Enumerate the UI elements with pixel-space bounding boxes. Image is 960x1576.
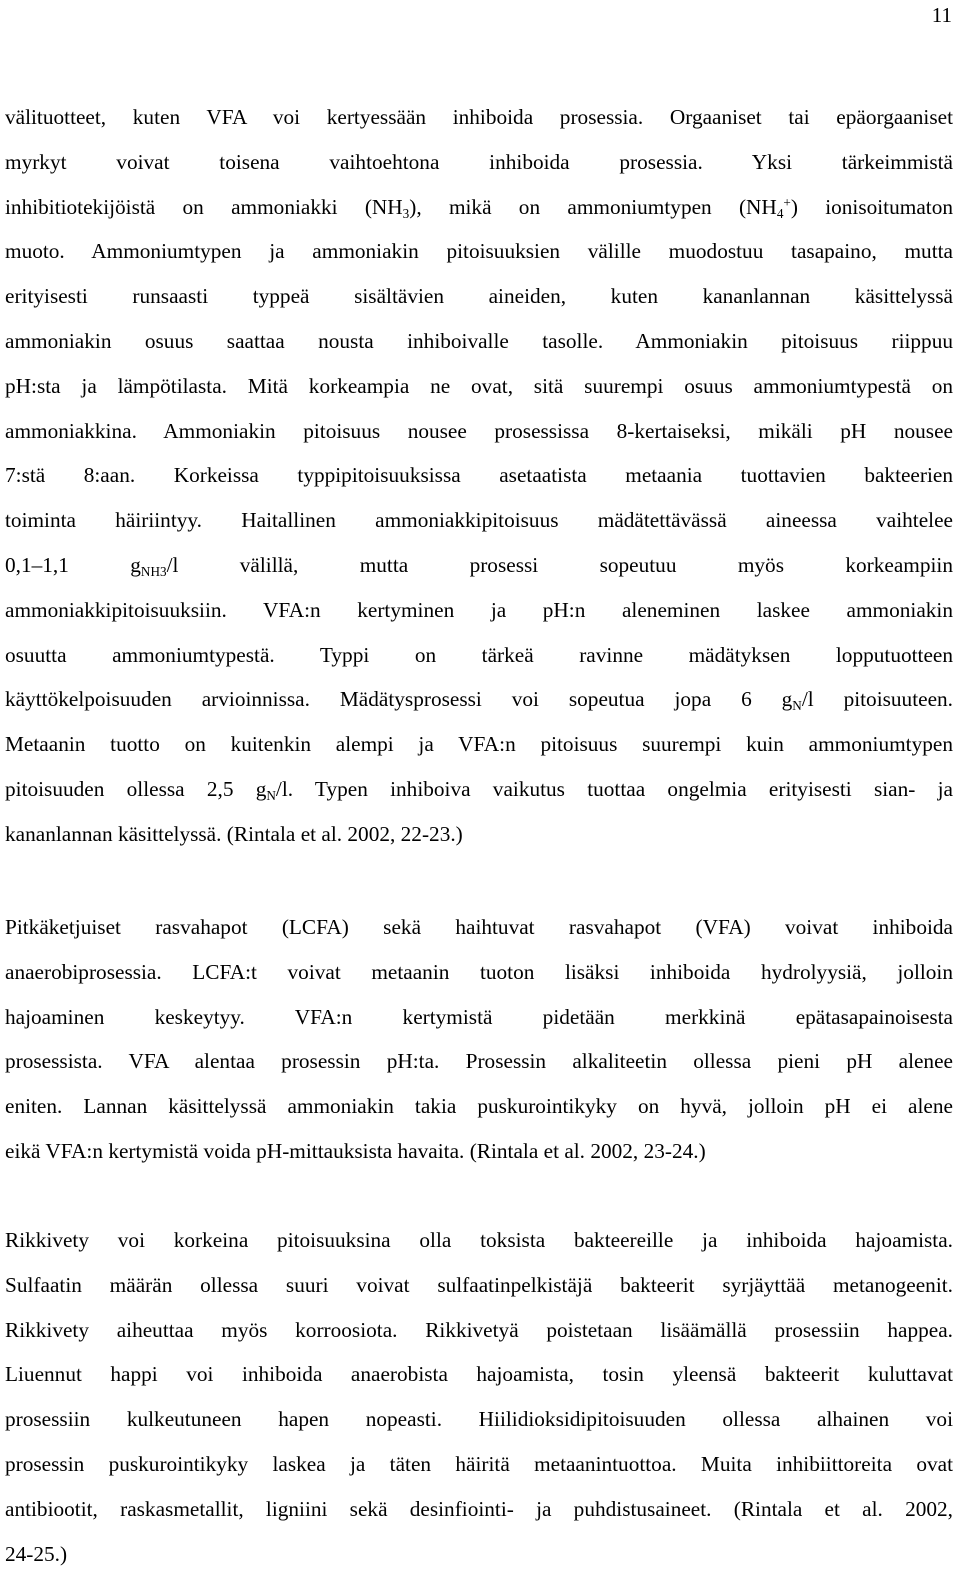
text-line: osuutta ammoniumtypestä. Typpi on tärkeä ravinne mädätyksen lopputuotteen [5, 642, 953, 667]
paragraph-fatty-acids [5, 905, 953, 1174]
text-line: Rikkivety aiheuttaa myös korroosiota. Rikkivetyä poistetaan lisäämällä prosessiin happea. [5, 1317, 953, 1342]
text-line: muoto. Ammoniumtypen ja ammoniakin pitoisuuksien välille muodostuu tasapaino, mutta [5, 239, 953, 264]
text-line: eniten. Lannan käsittelyssä ammoniakin takia puskurointikyky on hyvä, jolloin pH ei alene [5, 1094, 953, 1119]
text-line: ammoniakin osuus saattaa nousta inhiboivalle tasolle. Ammoniakin pitoisuus riippuu [5, 328, 953, 353]
text-line: 0,1–1,1 $g_{NH3}/l$ välillä, mutta prosessi sopeutuu myös korkeampiin [5, 552, 953, 579]
text-line: 7:stä 8:aan. Korkeissa typpipitoisuuksissa asetaatista metaania tuottavien bakteerien [5, 463, 953, 488]
text-line: anaerobiprosessia. LCFA:t voivat metaanin tuoton lisäksi inhiboida hydrolyysiä, jolloin [5, 959, 953, 984]
text-line: eikä VFA:n kertymistä voida pH-mittauksista havaita. (Rintala et al. 2002, 23-24.) [5, 1138, 706, 1163]
text-line: Metaanin tuotto on kuitenkin alempi ja VFA:n pitoisuus suurempi kuin ammoniumtypen [5, 732, 953, 757]
text-line: toiminta häiriintyy. Haitallinen ammoniakkipitoisuus mädätettävässä aineessa vaihtelee [5, 508, 953, 533]
paragraph-hydrogen-sulfide [5, 1218, 953, 1576]
text-line: ammoniakkipitoisuuksiin. VFA:n kertyminen ja pH:n aleneminen laskee ammoniakin [5, 597, 953, 622]
text-line: 24-25.) [5, 1541, 68, 1566]
text-line: välituotteet, kuten VFA voi kertyessään inhiboida prosessia. Orgaaniset tai epäorgaaniset [5, 105, 953, 129]
text-line: Pitkäketjuiset rasvahapot (LCFA) sekä haihtuvat rasvahapot (VFA) voivat inhiboida [5, 915, 953, 939]
text-line: myrkyt voivat toisena vaihtoehtona inhiboida prosessia. Yksi tärkeimmistä [5, 149, 953, 174]
text-line: Sulfaatin määrän ollessa suuri voivat sulfaatinpelkistäjä bakteerit syrjäyttää metanogeenit. [5, 1272, 953, 1297]
text-line: Rikkivety voi korkeina pitoisuuksina olla toksista bakteereille ja inhiboida hajoamista. [5, 1228, 953, 1252]
page-number: 11 [931, 3, 952, 27]
text-line: pitoisuuden ollessa 2,5 $g_N/l$. Typen inhiboiva vaikutus tuottaa ongelmia erityisesti sian- ja [5, 776, 953, 803]
text-line: prosessiin kulkeutuneen hapen nopeasti. Hiilidioksidipitoisuuden ollessa alhainen voi [5, 1407, 953, 1432]
text-line: käyttökelpoisuuden arvioinnissa. Mädätysprosessi voi sopeutua jopa 6 $g_N/l$ pitoisuuteen. [5, 687, 954, 714]
text-line: inhibitiotekijöistä on ammoniakki $(NH_3)$, mikä on ammoniumtypen $(NH_4^+)$ ionisoitumaton [5, 194, 953, 221]
text-line: kananlannan käsittelyssä. (Rintala et al. 2002, 22-23.) [5, 821, 463, 846]
text-line: antibiootit, raskasmetallit, ligniini sekä desinfiointi- ja puhdistusaineet. (Rintala et al. 2002, [5, 1496, 953, 1521]
text-line: prosessin puskurointikyky laskea ja täten häiritä metaanintuottoa. Muita inhibiittoreita ovat [5, 1451, 953, 1476]
text-line: hajoaminen keskeytyy. VFA:n kertymistä pidetään merkkinä epätasapainoisesta [5, 1004, 953, 1029]
text-line: prosessista. VFA alentaa prosessin pH:ta. Prosessin alkaliteetin ollessa pieni pH alenee [5, 1049, 953, 1074]
paragraph-ammonia-inhibition [5, 95, 953, 857]
text-line: pH:sta ja lämpötilasta. Mitä korkeampia ne ovat, sitä suurempi osuus ammoniumtypestä on [5, 373, 953, 398]
text-line: ammoniakkina. Ammoniakin pitoisuus nousee prosessissa 8-kertaiseksi, mikäli pH nousee [5, 418, 953, 443]
text-line: erityisesti runsaasti typpeä sisältävien aineiden, kuten kananlannan käsittelyssä [5, 284, 953, 309]
text-line: Liuennut happi voi inhiboida anaerobista hajoamista, tosin yleensä bakteerit kuluttavat [5, 1362, 953, 1387]
